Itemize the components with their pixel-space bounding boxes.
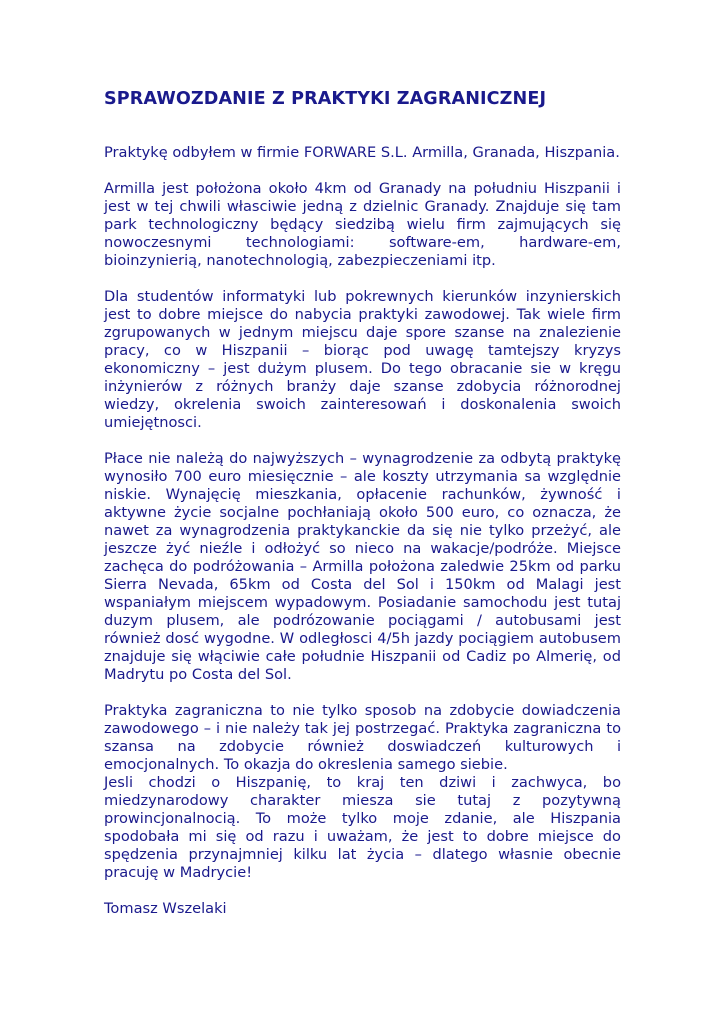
paragraph-students: Dla studentów informatyki lub pokrewnych kierunków inzynierskich jest to dobre miejsce do nabycia praktyki zawodowej. Tak wiele firm zgrupowanych w jednym miejscu daje spore szanse na znalezienie pracy, co w Hiszpanii – biorąc pod uwagę tamtejszy kryzys ekonomiczny – jest dużym plusem. Do tego obracanie sie w kręgu inżynierów z różnych branży daje szanse zdobycia różnorodnej wiedzy, okrelenia swoich zainteresowań i doskonalenia swoich umiejętnosci. — [104, 288, 621, 431]
paragraph-company: Praktykę odbyłem w firmie FORWARE S.L. Armilla, Granada, Hiszpania. — [104, 144, 620, 161]
paragraph-experience: Praktyka zagraniczna to nie tylko sposob na zdobycie dowiadczenia zawodowego – i nie należy tak jej postrzegać. Praktyka zagraniczna to szansa na zdobycie również doswiadczeń kulturowych i emocjonalnych. To okazja do okreslenia samego siebie. — [104, 702, 621, 773]
paragraph-salary: Płace nie należą do najwyższych – wynagrodzenie za odbytą praktykę wynosiło 700 euro miesięcznie – ale koszty utrzymania sa względnie niskie. Wynajęcię mieszkania, opłacenie rachunków, żywność i aktywne życie socjalne pochłaniają około 500 euro, co oznacza, że nawet za wynagrodzenia praktykanckie da się nie tylko przeżyć, ale jeszcze żyć nieźle i odłożyć so nieco na wakacje/podróże. Miejsce zachęca do podróżowania – Armilla położona zaledwie 25km od parku Sierra Nevada, 65km od Costa del Sol i 150km od Malagi jest wspaniałym miejscem wypadowym. Posiadanie samochodu jest tutaj duzym plusem, ale podrózowanie pociągami / autobusami jest również dosć wygodne. W odległosci 4/5h jazdy pociągiem autobusem znajduje się włąciwie całe południe Hiszpanii od Cadiz po Almerię, od Madrytu po Costa del Sol. — [104, 450, 621, 683]
document-page — [104, 88, 621, 918]
document-title: SPRAWOZDANIE Z PRAKTYKI ZAGRANICZNEJ — [104, 89, 547, 109]
signature: Tomasz Wszelaki — [104, 900, 227, 917]
paragraph-armilla: Armilla jest położona około 4km od Granady na południu Hiszpanii i jest w tej chwili własciwie jedną z dzielnic Granady. Znajduje się tam park technologiczny będący siedzibą wielu firm zajmujących się nowoczesnymi technologiami: software-em, hardware-em, bioinzynierią, nanotechnologią, zabezpieczeniami itp. — [104, 180, 621, 269]
paragraph-spain: Jesli chodzi o Hiszpanię, to kraj ten dziwi i zachwyca, bo miedzynarodowy charakter miesza sie tutaj z pozytywną prowincjonalnocią. To może tylko moje zdanie, ale Hiszpania spodobała mi się od razu i uważam, że jest to dobre miejsce do spędzenia przynajmniej kilku lat życia – dlatego własnie obecnie pracuję w Madrycie! — [104, 774, 621, 881]
